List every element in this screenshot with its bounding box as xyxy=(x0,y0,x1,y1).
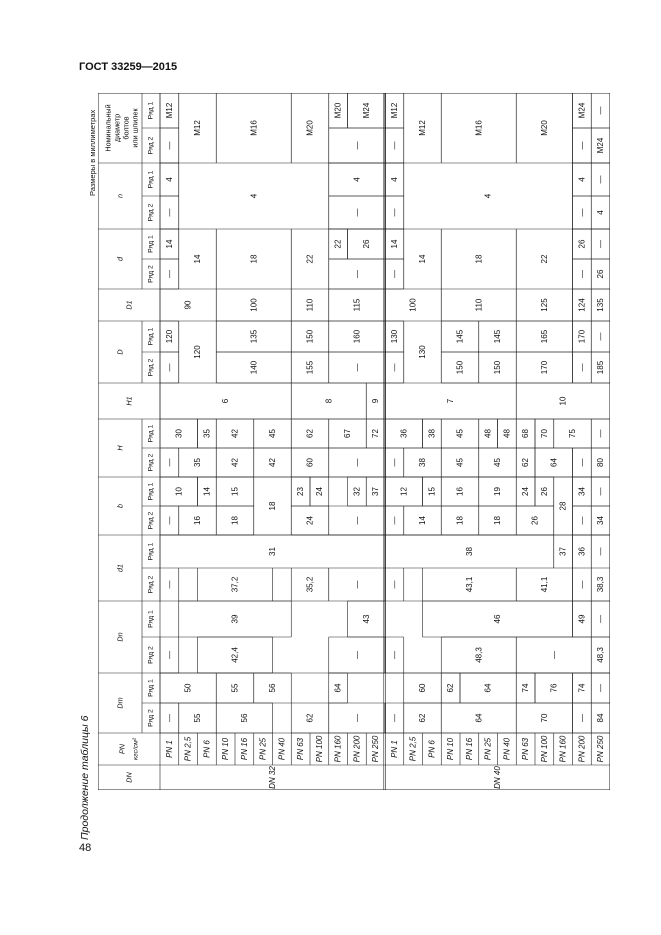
table-cell: 170 xyxy=(539,360,549,375)
table-cell: 9 xyxy=(371,398,381,404)
pn-label: PN 16 xyxy=(239,737,249,761)
header-d: d xyxy=(115,257,125,261)
pn-label: PN 1 xyxy=(164,740,174,758)
table-cell: — xyxy=(577,141,587,150)
pn-label: PN 25 xyxy=(483,737,493,761)
table-cell: 45 xyxy=(268,429,277,438)
table-cell: 67 xyxy=(343,429,352,438)
table-cell: 42 xyxy=(230,429,240,438)
pn-label: PN 100 xyxy=(539,735,549,763)
row-label-1: Ряд 1 xyxy=(147,482,155,501)
table-cell: 37 xyxy=(371,487,381,496)
table-cell: 37,2 xyxy=(230,576,240,593)
header-Dm: Dm xyxy=(115,697,125,709)
pn-label: PN 6 xyxy=(202,740,212,758)
table-cell: 48 xyxy=(502,429,512,438)
table-cell: 170 xyxy=(577,329,587,344)
bolt-header-line: или шпилек xyxy=(130,108,140,148)
table-cell: 14 xyxy=(202,487,212,496)
table-cell: — xyxy=(164,141,174,150)
table-cell: — xyxy=(352,714,362,722)
table-cell: 48,3 xyxy=(596,647,606,663)
table-cell: 124 xyxy=(577,298,587,312)
bolt-header-line: болтов xyxy=(121,116,131,140)
table-cell: — xyxy=(352,270,362,278)
table-cell: 45 xyxy=(455,429,465,438)
table-cell: 130 xyxy=(418,345,427,359)
header-D1: D1 xyxy=(124,300,134,310)
table-cell: 32 xyxy=(352,487,362,496)
dn-label: DN 40 xyxy=(493,766,502,789)
table-grid xyxy=(98,93,610,790)
table-cell: 30 xyxy=(174,429,184,438)
table-cell: 41,1 xyxy=(539,576,549,593)
pn-label: PN 160 xyxy=(333,735,343,763)
table-cell: 120 xyxy=(164,329,174,344)
table-cell: 165 xyxy=(539,329,549,344)
table-cell: 24 xyxy=(521,487,531,496)
table-cell: 140 xyxy=(249,360,259,375)
table-cell: 26 xyxy=(539,487,549,496)
table-cell: 150 xyxy=(455,360,465,375)
table-cell: — xyxy=(596,106,606,115)
table-cell: 18 xyxy=(474,254,484,264)
table-caption: Продолжение таблицы 6 xyxy=(79,715,91,840)
table-cell: 35,2 xyxy=(305,576,315,593)
table-cell: 4 xyxy=(249,193,259,199)
table-cell: — xyxy=(596,332,606,341)
table-cell: 16 xyxy=(193,516,202,525)
table-cell: 46 xyxy=(493,614,502,624)
table-cell: 23 xyxy=(296,487,306,496)
table-cell: 12 xyxy=(399,487,409,496)
table-cell: 38 xyxy=(418,458,427,467)
table-cell: M20 xyxy=(539,120,549,136)
table-cell: M12 xyxy=(389,102,399,119)
header-d1: d1 xyxy=(115,564,125,572)
table-cell: 4 xyxy=(352,177,362,182)
table-cell: — xyxy=(164,363,174,372)
table-cell: 110 xyxy=(305,298,315,312)
table-cell: M20 xyxy=(305,120,315,136)
table-cell: 160 xyxy=(352,329,362,344)
table-cell: M12 xyxy=(418,120,427,136)
header-PN-unit: кгс/см² xyxy=(132,737,140,761)
table-cell: 37 xyxy=(558,547,568,556)
table-cell: 100 xyxy=(408,298,418,312)
table-cell: 62 xyxy=(521,458,531,467)
table-cell: 72 xyxy=(371,429,381,438)
table-cell: 150 xyxy=(493,360,502,375)
table-cell: 135 xyxy=(249,329,259,344)
table-cell: 4 xyxy=(596,210,606,215)
pn-label: PN 250 xyxy=(371,735,381,763)
pn-label: PN 2,5 xyxy=(408,736,418,762)
table-cell: 60 xyxy=(418,683,427,693)
table-cell: 155 xyxy=(305,360,315,375)
table-cell: 42,4 xyxy=(230,647,240,663)
header-H: H xyxy=(115,445,125,451)
table-cell: 24 xyxy=(314,487,324,496)
table-cell: — xyxy=(389,363,399,372)
row-label-2: Ряд 2 xyxy=(147,646,155,664)
table-cell: — xyxy=(164,714,174,722)
pn-label: PN 200 xyxy=(352,735,362,763)
table-cell: M24 xyxy=(361,102,371,119)
table-cell: 64 xyxy=(549,458,559,467)
table-cell: — xyxy=(596,240,606,248)
table-cell: M24 xyxy=(596,137,606,154)
pn-label: PN 100 xyxy=(314,735,324,763)
row-label-2: Ряд 2 xyxy=(147,265,155,283)
table-cell: 18 xyxy=(249,254,259,264)
row-label-2: Ряд 2 xyxy=(147,358,155,377)
pn-label: PN 40 xyxy=(277,737,287,761)
table-cell: — xyxy=(389,270,399,278)
table-cell: — xyxy=(164,651,174,659)
table-cell: — xyxy=(577,270,587,278)
table-cell: 7 xyxy=(446,398,456,404)
table-cell: 74 xyxy=(577,683,587,693)
table-cell: 24 xyxy=(305,516,315,525)
pn-label: PN 200 xyxy=(577,735,587,763)
table-cell: M12 xyxy=(164,102,174,119)
bolt-header-line: диаметр xyxy=(112,113,122,143)
header-D: D xyxy=(115,349,125,355)
table-cell: 100 xyxy=(249,298,259,312)
table-cell: 28 xyxy=(558,501,568,511)
table-cell: 19 xyxy=(493,487,502,496)
table-cell: — xyxy=(577,580,587,589)
table-cell: — xyxy=(596,547,606,556)
table-cell: 26 xyxy=(530,516,540,525)
table-cell: 55 xyxy=(193,713,202,723)
table-cell: 38,3 xyxy=(596,576,606,593)
table-cell: — xyxy=(389,580,399,589)
row-label-1: Ряд 1 xyxy=(147,327,155,346)
row-label-2: Ряд 2 xyxy=(147,136,155,155)
table-cell: — xyxy=(549,651,559,659)
table-cell: — xyxy=(164,208,174,217)
row-label-1: Ряд 1 xyxy=(147,101,155,120)
table-cell: 35 xyxy=(193,458,202,467)
pn-label: PN 10 xyxy=(446,737,456,761)
table-cell: 14 xyxy=(389,239,399,249)
pn-label: PN 6 xyxy=(427,740,437,758)
table-cell: 150 xyxy=(305,329,315,344)
table-cell: — xyxy=(596,175,606,184)
table-cell: 16 xyxy=(455,487,465,496)
header-n: n xyxy=(115,194,125,198)
pn-label: PN 1 xyxy=(389,740,399,758)
table-cell: 15 xyxy=(427,487,437,496)
table-cell: 62 xyxy=(418,713,427,723)
table-cell: 6 xyxy=(221,398,231,404)
table-cell: — xyxy=(164,580,174,589)
table-cell: — xyxy=(596,487,606,496)
pn-label: PN 2,5 xyxy=(183,736,193,762)
table-cell: — xyxy=(352,363,362,372)
table-cell: 22 xyxy=(305,254,315,264)
table-cell: 10 xyxy=(174,487,184,496)
table-cell: 56 xyxy=(239,713,249,723)
table-cell: 75 xyxy=(568,429,577,438)
pn-label: PN 25 xyxy=(258,737,268,761)
table-cell: M16 xyxy=(474,120,484,136)
table-cell: 64 xyxy=(333,683,343,693)
row-label-1: Ряд 1 xyxy=(147,610,155,628)
table-cell: M16 xyxy=(249,120,259,136)
row-label-2: Ряд 2 xyxy=(147,453,155,472)
table-cell: 4 xyxy=(577,177,587,182)
table-cell: 70 xyxy=(539,429,549,438)
table-cell: — xyxy=(577,208,587,217)
table-cell: 80 xyxy=(596,458,606,467)
table-cell: 48,3 xyxy=(474,647,484,663)
table-cell: — xyxy=(352,580,362,589)
table-cell: — xyxy=(164,516,174,525)
bolt-header-line: Номинальный xyxy=(103,104,113,152)
table-cell: — xyxy=(352,458,362,467)
table-cell: M12 xyxy=(193,120,202,136)
pn-label: PN 160 xyxy=(558,735,568,763)
table-cell: 18 xyxy=(493,516,502,525)
table-cell: 10 xyxy=(558,396,568,406)
table-cell: 76 xyxy=(549,683,559,693)
table-cell: 62 xyxy=(305,713,315,723)
table-cell: — xyxy=(389,516,399,525)
table-cell: — xyxy=(389,141,399,150)
table-cell: 26 xyxy=(577,239,587,249)
table-cell: 48 xyxy=(483,429,493,438)
table-cell: 4 xyxy=(164,177,174,182)
table-cell: 110 xyxy=(474,298,484,312)
table-cell: 145 xyxy=(455,329,465,344)
header-b: b xyxy=(115,504,125,508)
table-cell: 43,1 xyxy=(464,576,474,593)
table-cell: 120 xyxy=(193,345,202,359)
table-cell: 31 xyxy=(268,547,277,556)
table-cell: 43 xyxy=(361,614,371,624)
table-cell: — xyxy=(389,714,399,722)
table-cell: 35 xyxy=(202,429,212,438)
table-cell: — xyxy=(577,516,587,525)
table-cell: 14 xyxy=(418,254,427,264)
table-cell: 130 xyxy=(389,329,399,344)
row-label-1: Ряд 1 xyxy=(147,542,155,561)
table-cell: 15 xyxy=(230,487,240,496)
table-cell: 185 xyxy=(596,360,606,375)
pn-label: PN 40 xyxy=(502,737,512,761)
table-cell: M20 xyxy=(333,102,343,119)
table-cell: 26 xyxy=(361,239,371,249)
table-cell: — xyxy=(596,429,606,438)
table-cell: — xyxy=(164,270,174,278)
table-cell: — xyxy=(389,458,399,467)
table-cell: 14 xyxy=(193,254,202,264)
table-cell: — xyxy=(596,615,606,623)
header-Dn: Dn xyxy=(115,632,125,642)
table-cell: — xyxy=(352,651,362,659)
header-PN: PN xyxy=(117,744,127,754)
table-cell: 22 xyxy=(539,254,549,264)
table-cell: — xyxy=(352,141,362,150)
row-label-2: Ряд 2 xyxy=(147,575,155,594)
units-note: Размеры в миллиметрах xyxy=(88,109,97,196)
table-cell: 45 xyxy=(493,458,502,467)
table-cell: 50 xyxy=(183,683,193,693)
table-cell: 14 xyxy=(164,239,174,249)
table-cell: 55 xyxy=(230,683,240,693)
table-cell: 18 xyxy=(230,516,240,525)
row-label-1: Ряд 1 xyxy=(147,679,155,697)
table-cell: 4 xyxy=(483,193,493,199)
table-cell: 34 xyxy=(596,516,606,525)
table-cell: 36 xyxy=(577,547,587,556)
dn-label: DN 32 xyxy=(268,766,277,789)
table-cell: 22 xyxy=(333,239,343,249)
table-cell: 90 xyxy=(183,300,193,310)
table-cell: 26 xyxy=(596,269,606,279)
table-cell: 60 xyxy=(305,458,315,467)
pn-label: PN 63 xyxy=(296,737,306,761)
table-cell: 68 xyxy=(521,429,531,438)
table-cell: 38 xyxy=(427,429,437,438)
header-H1: H1 xyxy=(124,396,134,406)
table-cell: 4 xyxy=(389,177,399,182)
table-cell: 39 xyxy=(230,614,240,624)
dimensions-table xyxy=(98,93,610,790)
header-DN: DN xyxy=(124,772,134,783)
table-cell: 14 xyxy=(418,516,427,525)
pn-label: PN 16 xyxy=(464,737,474,761)
table-cell: 42 xyxy=(230,458,240,467)
table-cell: 45 xyxy=(455,458,465,467)
table-cell: 62 xyxy=(446,683,456,693)
row-label-2: Ряд 2 xyxy=(147,709,155,727)
table-cell: 56 xyxy=(268,683,277,693)
pn-label: PN 63 xyxy=(521,737,531,761)
pn-label: PN 250 xyxy=(596,735,606,763)
table-cell: — xyxy=(577,458,587,467)
table-cell: — xyxy=(352,208,362,217)
table-cell: 84 xyxy=(596,713,606,723)
table-cell: 36 xyxy=(399,429,409,438)
table-cell: 49 xyxy=(577,614,587,624)
page-number: 48 xyxy=(79,842,92,854)
table-cell: — xyxy=(389,651,399,659)
table-cell: 125 xyxy=(539,298,549,312)
table-cell: 18 xyxy=(268,501,277,511)
pn-label: PN 10 xyxy=(221,737,231,761)
row-label-2: Ряд 2 xyxy=(147,511,155,530)
row-label-1: Ряд 1 xyxy=(147,170,155,189)
table-cell: 64 xyxy=(483,683,493,693)
table-cell: 42 xyxy=(268,458,277,467)
table-cell: 74 xyxy=(521,683,531,693)
table-cell: — xyxy=(389,208,399,217)
table-cell: 38 xyxy=(464,547,474,556)
table-cell: 115 xyxy=(352,298,362,312)
table-cell: — xyxy=(164,458,174,467)
table-cell: 135 xyxy=(596,298,606,312)
row-label-1: Ряд 1 xyxy=(147,424,155,443)
table-cell: 18 xyxy=(455,516,465,525)
row-label-1: Ряд 1 xyxy=(147,235,155,253)
table-cell: — xyxy=(596,684,606,692)
table-cell: — xyxy=(577,363,587,372)
table-cell: 145 xyxy=(493,329,502,344)
table-cell: 70 xyxy=(539,713,549,723)
table-cell: — xyxy=(577,714,587,722)
table-cell: 64 xyxy=(474,713,484,723)
table-cell: M24 xyxy=(577,102,587,119)
document-title: ГОСТ 33259—2015 xyxy=(79,61,178,73)
table-cell: 8 xyxy=(324,398,334,404)
table-cell: — xyxy=(352,516,362,525)
row-label-2: Ряд 2 xyxy=(147,203,155,222)
table-cell: 34 xyxy=(577,487,587,496)
table-cell: 62 xyxy=(305,429,315,438)
